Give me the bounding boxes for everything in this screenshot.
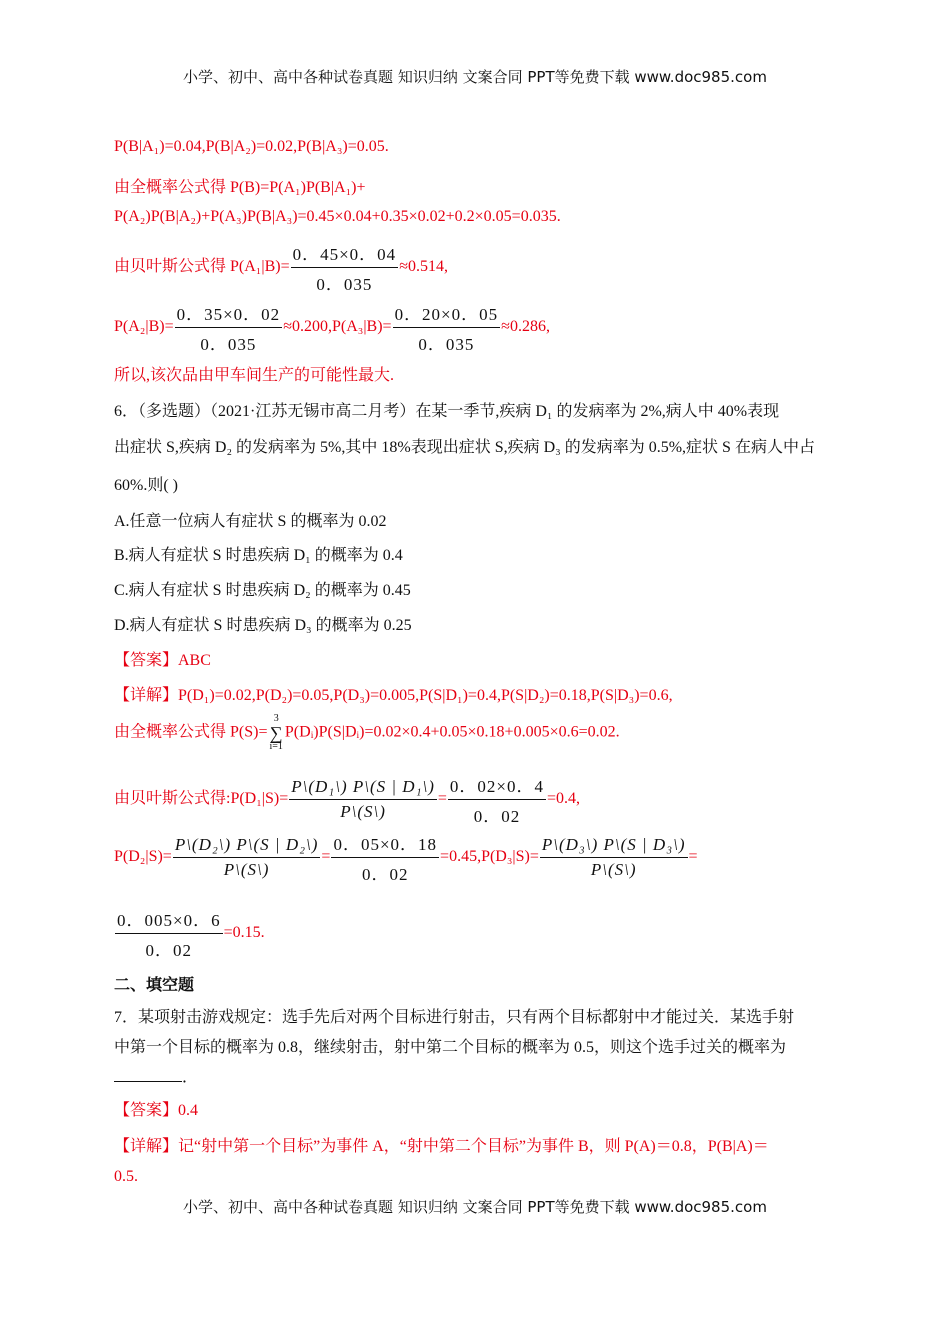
q7-answer: 【答案】0.4 [114,1102,199,1119]
answer-blank [114,1067,182,1082]
fraction-den: P\(S\) [590,860,637,879]
bayes-d2-label: P(D₂|S)= [114,848,172,866]
q6-bayes-line-3 [114,906,265,961]
fraction-a2 [175,300,283,355]
formula-fraction-d2 [173,835,321,880]
formula-fraction-d3 [540,835,688,880]
q6-option-d: D.病人有症状 S 时患疾病 D₃ 的概率为 0.25 [114,617,412,634]
fraction-den: 0．035 [200,335,257,354]
fraction-den: P\(S\) [340,802,386,821]
q7-detail: 【详解】记“射中第一个目标”为事件 A，“射中第二个目标”为事件 B，则 P(A)＝0.8，P(B|A)＝ [114,1138,769,1155]
fraction-num: P\(D₁\) P\(S | D₁\) [289,777,437,800]
q7-line-2: 中第一个目标的概率为 0.8，继续射击，射中第二个目标的概率为 0.5，则这个选手过关的概率为 [114,1039,787,1056]
equals-sign: = [437,790,447,808]
fraction-den: 0．02 [473,807,521,826]
q6-bayes-line-2 [114,830,698,885]
q6-option-c: C.病人有症状 S 时患疾病 D₂ 的概率为 0.45 [114,582,411,599]
fraction-den: 0．02 [362,865,409,884]
formula-fraction-d1 [289,777,437,822]
bayes-d1-result: =0.4, [547,790,581,808]
fraction-den: 0．035 [418,335,475,354]
fraction-a3 [393,300,501,355]
q6-answer: 【答案】ABC [114,652,211,669]
fraction-num: 0．35×0．02 [175,300,283,328]
q6-line-3: 60%.则( ) [114,477,178,494]
equals-sign: = [688,848,698,866]
q6-bayes-line-1 [114,772,580,827]
bayes-a2-result: ≈0.200,P(A₃|B)= [283,318,392,336]
fraction-den: 0．035 [316,275,373,294]
fraction-d1 [448,772,546,827]
bayes-a1-label: 由贝叶斯公式得 P(A₁|B)= [114,258,290,276]
bayes-a1-result: ≈0.514, [399,258,448,276]
q7-detail-2: 0.5. [114,1168,138,1185]
q6-total-probability [114,714,620,752]
page-footer: 小学、初中、高中各种试卷真题 知识归纳 文案合同 PPT等免费下载 www.doc985.com [183,1198,767,1216]
bayes-a3-result: ≈0.286, [501,318,550,336]
q6-line-1: 6．（多选题）（2021·江苏无锡市高二月考）在某一季节,疾病 D₁ 的发病率为 2%,病人中 40%表现 [114,403,780,420]
q6-detail-1: 【详解】P(D₁)=0.02,P(D₂)=0.05,P(D₃)=0.005,P(S|D₁)=0.4,P(S|D₂)=0.18,P(S|D₃)=0.6, [114,687,673,704]
summation [269,714,282,752]
bayes-a2-label: P(A₂|B)= [114,318,174,336]
fraction-num: 0．02×0．4 [448,772,546,800]
page-header: 小学、初中、高中各种试卷真题 知识归纳 文案合同 PPT等免费下载 www.doc985.com [183,68,767,86]
fraction-num: 0．45×0．04 [291,240,399,268]
total-prob-expr: P(Dᵢ)P(S|Dᵢ)=0.02×0.4+0.05×0.18+0.005×0.6=0.02. [284,723,620,741]
sigma-symbol: ∑ [269,723,283,743]
sigma-upper: 3 [273,713,279,724]
fraction-num: 0．005×0．6 [115,906,223,934]
fraction-num: 0．20×0．05 [393,300,501,328]
q7-line-3 [114,1064,198,1087]
prev-line-2: 由全概率公式得 P(B)=P(A₁)P(B|A₁)+ [114,179,366,196]
q6-option-a: A.任意一位病人有症状 S 的概率为 0.02 [114,513,387,530]
q7-line-1: 7．某项射击游戏规定：选手先后对两个目标进行射击，只有两个目标都射中才能过关．某选手射 [114,1009,795,1026]
total-prob-label: 由全概率公式得 P(S)= [114,723,268,741]
fraction-d3 [115,906,223,961]
section-title: 二、填空题 [114,977,195,994]
fraction-num: P\(D₃\) P\(S | D₃\) [540,835,688,858]
bayes-d1-label: 由贝叶斯公式得:P(D₁|S)= [114,790,289,808]
prev-line-1: P(B|A₁)=0.04,P(B|A₂)=0.02,P(B|A₃)=0.05. [114,138,389,155]
q6-line-2: 出症状 S,疾病 D₂ 的发病率为 5%,其中 18%表现出症状 S,疾病 D₃ 的发病率为 0.5%,症状 S 在病人中占 [114,439,815,456]
equals-sign: = [321,848,331,866]
fraction-den: 0．02 [145,941,193,960]
bayes-d3-result: =0.15. [223,924,265,942]
q6-option-b: B.病人有症状 S 时患疾病 D₁ 的概率为 0.4 [114,547,403,564]
fraction-num: 0．05×0．18 [331,830,439,858]
fraction-den: P\(S\) [223,860,270,879]
sigma-lower: i=1 [269,741,283,752]
prev-conclusion: 所以,该次品由甲车间生产的可能性最大. [114,367,395,384]
q7-line-3-end: ． [182,1069,199,1086]
prev-line-4 [114,240,448,295]
bayes-d2-result: =0.45,P(D₃|S)= [440,848,539,866]
fraction-a1 [291,240,399,295]
fraction-d2 [331,830,439,885]
prev-line-5 [114,300,550,355]
prev-line-3: P(A₂)P(B|A₂)+P(A₃)P(B|A₃)=0.45×0.04+0.35×0.02+0.2×0.05=0.035. [114,208,561,225]
fraction-num: P\(D₂\) P\(S | D₂\) [173,835,321,858]
